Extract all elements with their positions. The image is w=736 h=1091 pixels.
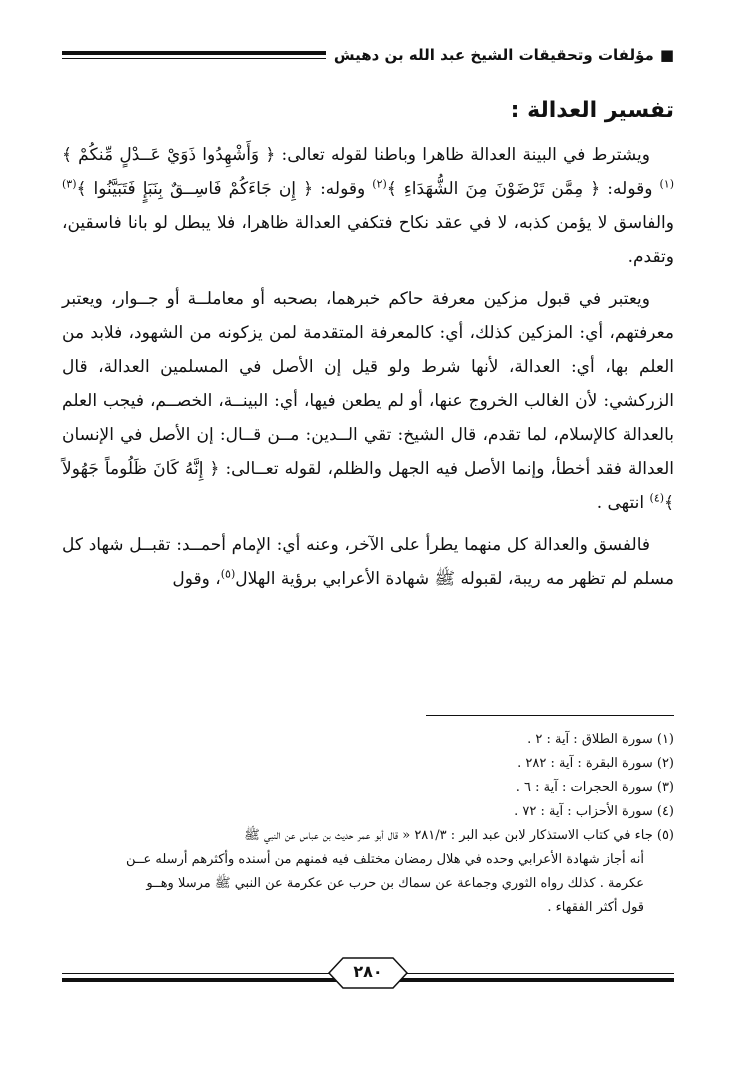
footnote-5-line-2: أنه أجاز شهادة الأعرابي وحده في هلال رمضان مختلف فيه فمنهم من أسنده وأكثرهم أرسله عــن	[126, 852, 644, 867]
p2-text-2: انتهى .	[596, 493, 650, 513]
p2-text-1: ويعتبر في قبول مزكين معرفة حاكم خبرهما، بصحبه أو معاملــة أو جــوار، ويعتبر معرفتهم، أي: المزكين كذلك، أي: كالمعرفة المتقدمة لمن يزكونه من الشهود، فلابد من العلم بها، أي: العدالة، لأنها شرط ولو قيل إن الأصل في المسلمين العدالة، قال الزركشي: لأن الغالب الخروج عنها، أو لم يطعن فيها، أي: البينــة، الخصــم، فيجب العلم بالعدالة كالإسلام، لما تقدم، قال الشيخ: تقي الــدين: مــن قــال: إن الأصل في الإنسان العدالة فقد أخطأ، وإنما الأصل فيه الجهل والظلم، لقوله تعــالى:	[62, 289, 674, 479]
footnote-4: (٤) سورة الأحزاب : آية : ٧٢ .	[514, 804, 674, 819]
footnote-5: (٥) جاء في كتاب الاستذكار لابن عبد البر : ٢٨١/٣ « قال أبو عمر حديث بن عباس عن النبي ﷺ	[244, 828, 674, 843]
quran-verse: ﴿ مِمَّن تَرْضَوْنَ مِنَ الشُّهَدَاءِ ﴾	[386, 179, 601, 199]
footnote-5-line-4: قول أكثر الفقهاء .	[547, 900, 644, 915]
header-bullet: ■	[659, 46, 674, 64]
p3-text-1: فالفسق والعدالة كل منهما يطرأ على الآخر، وعنه أي: الإمام أحمــد: تقبــل شهاد كل مسلم لم تظهر مه ريبة، لقبوله ﷺ شهادة الأعرابي برؤية الهلال	[62, 535, 674, 589]
quran-verse: ﴿ إِنَّهُ كَانَ ظَلُوماً جَهُولاً ﴾	[62, 459, 674, 513]
p1-text-1: ويشترط في البينة العدالة ظاهرا وباطنا لقوله تعالى:	[275, 145, 650, 165]
running-header	[62, 42, 674, 72]
page-number-badge	[327, 956, 409, 990]
footnote-ref[interactable]: (٥)	[220, 567, 236, 581]
paragraph-3	[62, 528, 674, 596]
footnote-ref[interactable]: (٤)	[649, 491, 665, 505]
footnote-ref[interactable]: (٢)	[372, 177, 387, 191]
footnotes	[62, 728, 674, 920]
footnote-separator	[426, 715, 674, 716]
header-title	[326, 46, 674, 64]
main-text	[62, 138, 674, 604]
section-heading: تفسير العدالة :	[510, 98, 674, 123]
header-title-text: مؤلفات وتحقيقات الشيخ عبد الله بن دهيش	[333, 46, 654, 64]
page-number: ٢٨٠	[353, 962, 383, 981]
footnote-ref[interactable]: (١)	[659, 177, 675, 191]
p1-text-3: وقوله:	[313, 179, 373, 199]
p1-text-2: وقوله:	[600, 179, 660, 199]
paragraph-1	[62, 138, 674, 274]
footnote-ref[interactable]: (٣)	[62, 177, 77, 191]
footnote-5-line-3: عكرمة . كذلك رواه الثوري وجماعة عن سماك بن حرب عن عكرمة عن النبي ﷺ مرسلا وهــو	[146, 876, 644, 891]
footnote-3: (٣) سورة الحجرات : آية : ٦ .	[515, 780, 674, 795]
quran-verse: ﴿ إِن جَاءَكُمْ فَاسِــقٌ بِنَبَإٍ فَتَبَيَّنُوا ﴾	[76, 179, 314, 199]
footnote-1: (١) سورة الطلاق : آية : ٢ .	[527, 732, 674, 747]
page-footer	[62, 956, 674, 996]
p3-text-2: ، وقول	[172, 569, 221, 589]
paragraph-2	[62, 282, 674, 520]
p1-text-4: والفاسق لا يؤمن كذبه، لا في عقد نكاح فتكفي العدالة ظاهرا، فلا يبطل لو بانا فاسقين، وتقدم.	[62, 213, 674, 267]
quran-verse: ﴿ وَأَشْهِدُوا ذَوَيْ عَــدْلٍ مِّنكُمْ ﴾	[62, 145, 276, 165]
footnote-2: (٢) سورة البقرة : آية : ٢٨٢ .	[517, 756, 674, 771]
